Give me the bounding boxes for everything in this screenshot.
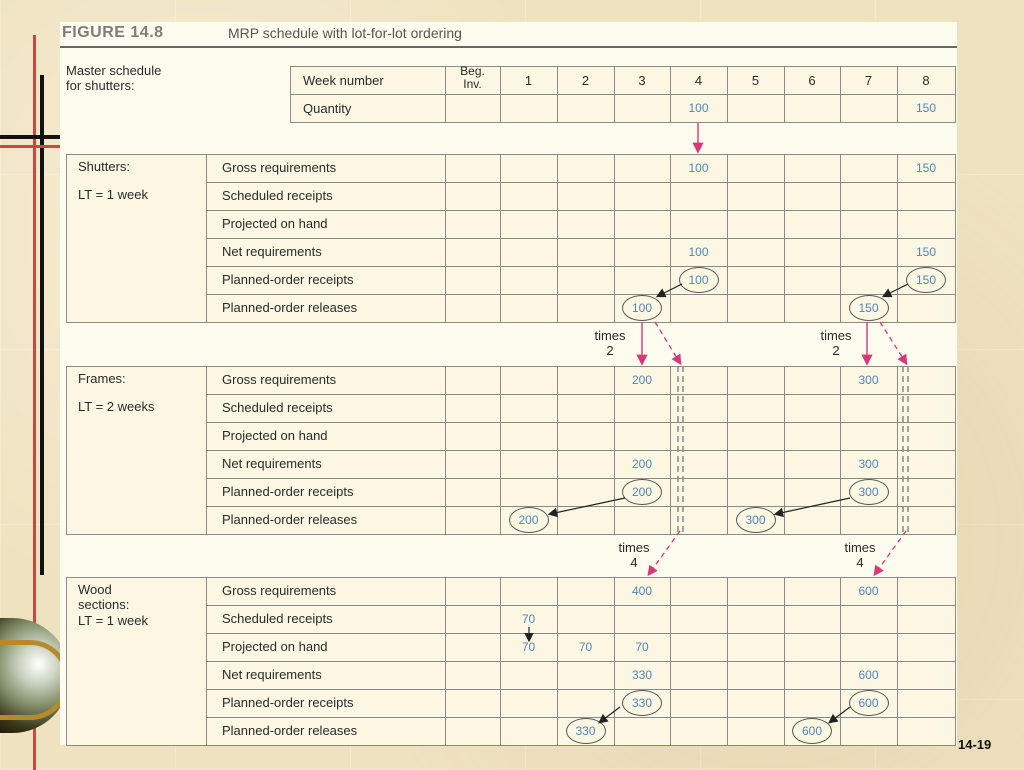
decorative-red-bar: [0, 145, 62, 148]
schedule-value: 300: [858, 485, 879, 499]
decorative-black-line: [40, 75, 44, 575]
schedule-value: 150: [915, 245, 937, 259]
week-number: 5: [751, 73, 760, 88]
figure-title: MRP schedule with lot-for-lot ordering: [228, 25, 462, 41]
section-lead-time: LT = 1 week: [78, 187, 148, 202]
receipt-to-release-arrow: [600, 707, 620, 722]
quantity-value: 100: [688, 101, 709, 115]
row-label: Planned-order releases: [222, 512, 358, 527]
slide-number: 14-19: [958, 737, 992, 752]
schedule-value: 330: [631, 696, 653, 710]
multiplier-word: times: [594, 328, 626, 343]
schedule-value: 70: [635, 640, 649, 654]
row-label: Gross requirements: [222, 160, 337, 175]
row-label: Gross requirements: [222, 372, 337, 387]
receipt-to-release-arrow: [550, 498, 625, 514]
schedule-value: 100: [688, 273, 709, 287]
week-number: 2: [581, 73, 590, 88]
schedule-value: 600: [858, 584, 879, 598]
row-label: Projected on hand: [222, 216, 328, 231]
schedule-value: 600: [801, 724, 823, 738]
multiplier-value: 2: [832, 343, 840, 358]
section-lead-time: LT = 1 week: [78, 613, 148, 628]
week-number: 1: [524, 73, 533, 88]
schedule-value: 70: [521, 612, 536, 626]
section-name: Wood: [78, 582, 112, 597]
row-label: Scheduled receipts: [222, 611, 333, 626]
quantity-label: Quantity: [303, 101, 352, 116]
row-label: Planned-order releases: [222, 723, 358, 738]
multiplier-word: times: [618, 540, 650, 555]
dashed-offset-arrow: [655, 322, 680, 363]
multiplier-value: 2: [606, 343, 614, 358]
dashed-to-wood-arrow: [875, 531, 906, 574]
section-name: Shutters:: [78, 159, 131, 174]
row-label: Projected on hand: [222, 639, 328, 654]
dashed-to-wood-arrow: [649, 531, 680, 574]
schedule-value: 400: [631, 584, 653, 598]
figure-label: FIGURE 14.8: [62, 24, 164, 41]
master-label-line2: for shutters:: [66, 78, 135, 93]
schedule-value: 100: [631, 301, 653, 315]
schedule-value: 600: [858, 696, 879, 710]
row-label: Gross requirements: [222, 583, 337, 598]
week-number: 3: [638, 73, 646, 88]
row-label: Projected on hand: [222, 428, 328, 443]
multiplier-word: times: [820, 328, 852, 343]
multiplier-value: 4: [856, 555, 864, 570]
row-label: Scheduled receipts: [222, 400, 333, 415]
schedule-value: 300: [858, 373, 879, 387]
schedule-value: 200: [518, 513, 539, 527]
schedule-value: 100: [688, 245, 709, 259]
beg-inv-label-line2: Inv.: [463, 77, 482, 91]
section-name: Frames:: [78, 371, 126, 386]
section-lead-time: LT = 2 weeks: [78, 399, 155, 414]
multiplier-value: 4: [630, 555, 638, 570]
schedule-value: 200: [631, 485, 653, 499]
schedule-value: 100: [688, 161, 709, 175]
arrows-overlay: [60, 22, 957, 745]
schedule-value: 200: [631, 373, 653, 387]
mrp-figure: [60, 22, 957, 745]
beg-inv-label-line1: Beg.: [460, 64, 485, 78]
schedule-value: 150: [858, 301, 879, 315]
week-number: 7: [864, 73, 873, 88]
schedule-value: 600: [858, 668, 879, 682]
schedule-value: 300: [858, 457, 879, 471]
schedule-value: 330: [575, 724, 596, 738]
schedule-value: 150: [915, 273, 937, 287]
week-number: 8: [922, 73, 930, 88]
schedule-value: 70: [578, 640, 593, 654]
week-number: 6: [808, 73, 816, 88]
row-label: Net requirements: [222, 667, 322, 682]
schedule-value: 200: [631, 457, 653, 471]
row-label: Planned-order receipts: [222, 272, 354, 287]
receipt-to-release-arrow: [884, 284, 908, 296]
week-number-label: Week number: [303, 73, 384, 88]
row-label: Net requirements: [222, 456, 322, 471]
schedule-value: 70: [521, 640, 536, 654]
week-number: 4: [694, 73, 703, 88]
receipt-to-release-arrow: [830, 707, 850, 722]
row-label: Planned-order releases: [222, 300, 358, 315]
receipt-to-release-arrow: [658, 284, 682, 296]
multiplier-word: times: [844, 540, 876, 555]
schedule-value: 150: [915, 161, 937, 175]
quantity-value: 150: [915, 101, 937, 115]
schedule-value: 330: [631, 668, 653, 682]
receipt-to-release-arrow: [776, 498, 850, 514]
section-name-line2: sections:: [78, 597, 130, 612]
row-label: Planned-order receipts: [222, 695, 354, 710]
schedule-value: 300: [745, 513, 766, 527]
row-label: Planned-order receipts: [222, 484, 354, 499]
master-label-line1: Master schedule: [66, 63, 162, 78]
row-label: Net requirements: [222, 244, 322, 259]
decorative-black-bar: [0, 135, 62, 139]
dashed-offset-arrow: [880, 322, 906, 363]
row-label: Scheduled receipts: [222, 188, 333, 203]
